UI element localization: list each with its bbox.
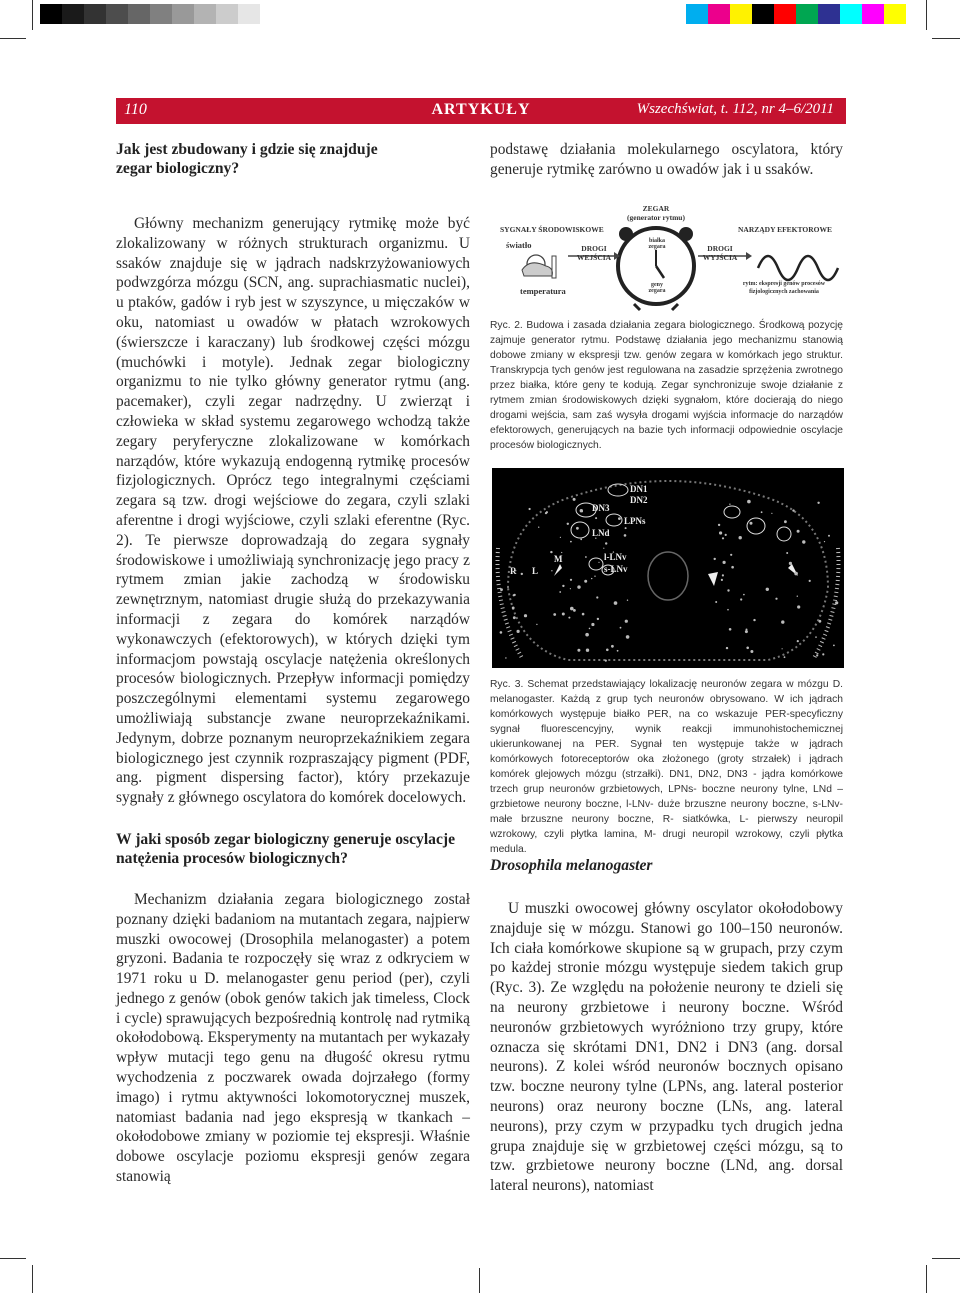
color-swatch [796, 4, 818, 24]
fluorescent-speck [789, 562, 792, 565]
fluorescent-speck [624, 534, 627, 537]
figure-2-clock-diagram [496, 198, 842, 312]
crop-mark [32, 0, 33, 30]
fluorescent-speck [585, 633, 589, 637]
color-swatch [686, 4, 708, 24]
fluorescent-speck [824, 541, 825, 542]
fluorescent-speck [570, 607, 574, 611]
fluorescent-speck [577, 585, 580, 588]
fluorescent-speck [822, 653, 824, 655]
fluorescent-speck [745, 630, 748, 633]
arrowhead-marker [554, 564, 562, 576]
fluorescent-speck [819, 620, 822, 623]
label-lnd: LNd [592, 528, 610, 538]
right-column-bottom [490, 856, 843, 1196]
fluorescent-speck [740, 598, 742, 600]
fig2-light-label: światło [506, 240, 532, 250]
paragraph-drosophila: U muszki owocowej główny oscylator okołodobowy znajduje się w mózgu. Stanowi go 100–150 neuronów. Ich ciała komórkowe skupione są w grupach, przy czym po każdej stronie mózgu występuje siedem takich grup (Ryc. 3). Ze względu na położenie neurony te dzieli się na neurony grzbietowe i neurony boczne. Wśród neuronów grzbietowych wyróżniono trzy grupy, które oznacza się skrótami DN1, DN2 i DN3 (ang. dorsal neurons). Z kolei wśród neuronów bocznych opisano tzw. boczne neurony tylne (LPNs, ang. lateral posterior neurons) oraz neurony boczne (LNs, ang. lateral neurons), przy czym w przypadku tych drugich jedna grupa znajduje się w grzbietowej części mózgu, są to tzw. grzbietowe neurony boczne (LNd, ang. dorsal lateral neurons), natomiast [490, 900, 843, 1195]
fluorescent-speck [781, 620, 784, 623]
fig2-output-label: DROGI WYJŚCIA [702, 244, 738, 262]
crop-mark [0, 1258, 26, 1259]
fluorescent-speck [589, 628, 591, 630]
color-swatch [62, 4, 84, 24]
fluorescent-speck [723, 561, 726, 564]
fluorescent-speck [715, 601, 717, 603]
fluorescent-speck [576, 527, 579, 530]
figure-3-caption: Ryc. 3. Schemat przedstawiający lokalizację neuronów zegara w mózgu D. melanogaster. Każdą z grup tych neuronów obrysowano. W ich jądrach komórkowych występuje białko PER, na co wskazuje PER-specyficzny sygnał fluorescencyjny, wynik reakcji immunohistochemicznej ukierunkowanej na PER. Sygnał ten występuje także w jądrach komórkowych fotoreceptorów oka złożonego (groty strzałek) i jądrach komórek glejowych mózgu (strzałki). DN1, DN2, DN3 - jądra komórkowe trzech grup neuronów grzbietowych, LPNs- boczne neurony tylne, LNd – grzbietowe neurony boczne, l-LNv- duże brzuszne neurony boczne, s-LNv- małe brzuszne neurony boczne, R- siatkówka, L- pierwszy neuropil wzrokowy, czyli płytka lamina, M- drugi neuropil wzrokowy, czyli płytka medula. [490, 679, 843, 855]
fluorescent-speck [797, 640, 799, 642]
color-swatch [128, 4, 150, 24]
journal-issue: Wszechświat, t. 112, nr 4–6/2011 [636, 101, 834, 117]
fluorescent-speck [559, 591, 561, 593]
fluorescent-speck [722, 574, 724, 576]
fluorescent-speck [536, 624, 537, 625]
lnv-right-circle [777, 527, 791, 541]
page-number: 110 [124, 101, 147, 118]
fluorescent-speck [606, 649, 609, 652]
lpns-circle [606, 514, 622, 526]
fluorescent-speck [802, 540, 805, 543]
fluorescent-speck [618, 517, 621, 520]
fluorescent-speck [577, 649, 580, 652]
fluorescent-speck [725, 534, 727, 536]
fig2-signals-label: SYGNAŁY ŚRODOWISKOWE [500, 225, 604, 234]
fig2-title: ZEGAR [642, 204, 670, 213]
section-heading-1: Jak jest zbudowany i gdzie się znajduje zegar biologiczny? [116, 141, 378, 177]
printer-grayscale-bar [40, 4, 260, 24]
fluorescent-speck [521, 573, 523, 575]
fluorescent-speck [815, 636, 817, 638]
fluorescent-speck [784, 656, 786, 658]
fig2-proteins-label: białka zegara [648, 238, 666, 250]
fluorescent-speck [568, 617, 570, 619]
fluorescent-speck [828, 535, 830, 537]
crop-mark [932, 1258, 960, 1259]
fluorescent-speck [591, 578, 592, 579]
figure-3-brain-micrograph [492, 468, 844, 668]
crop-mark [926, 0, 927, 30]
fluorescent-speck [524, 614, 527, 617]
fig2-subtitle: (generator rytmu) [627, 213, 685, 222]
fluorescent-speck [747, 500, 751, 504]
color-swatch [84, 4, 106, 24]
color-swatch [862, 4, 884, 24]
fluorescent-speck [816, 654, 818, 656]
fluorescent-speck [771, 513, 772, 514]
brain-fluorescence-image [492, 468, 844, 668]
running-header [116, 98, 846, 124]
fluorescent-speck [727, 589, 729, 591]
fluorescent-speck [596, 596, 598, 598]
fluorescent-speck [605, 542, 607, 544]
clock-foot [634, 304, 640, 310]
output-arrow-head [746, 252, 752, 260]
fluorescent-speck [794, 572, 798, 576]
label-llnv: l-LNv [604, 552, 627, 562]
clock-hand [656, 266, 664, 278]
fluorescent-speck [835, 601, 838, 604]
fluorescent-speck [797, 596, 798, 597]
clock-bell-right [679, 227, 693, 241]
fluorescent-speck [513, 616, 516, 619]
fluorescent-speck [538, 527, 539, 528]
dn-right-circle [724, 506, 740, 518]
label-dn3: DN3 [592, 503, 610, 513]
fluorescent-speck [570, 541, 572, 543]
crop-mark [0, 38, 26, 39]
color-swatch [216, 4, 238, 24]
label-medulla: M [554, 554, 563, 564]
label-slnv: s-LNv [604, 564, 628, 574]
color-swatch [708, 4, 730, 24]
fluorescent-speck [562, 585, 564, 587]
fluorescent-speck [753, 619, 755, 621]
color-swatch [172, 4, 194, 24]
fluorescent-speck [591, 623, 594, 626]
fig2-input-label: DROGI WEJŚCIA [576, 244, 612, 262]
fluorescent-speck [513, 594, 515, 596]
fluorescent-speck [562, 613, 565, 616]
fluorescent-speck [722, 537, 724, 539]
fluorescent-speck [505, 657, 506, 658]
label-lamina: L [532, 566, 539, 576]
color-swatch [752, 4, 774, 24]
right-column-top [490, 140, 843, 180]
left-column [116, 140, 470, 1187]
fluorescent-speck [529, 508, 531, 510]
color-swatch [774, 4, 796, 24]
clock-foot [672, 304, 678, 310]
rhythm-wave [758, 256, 838, 280]
arrow-marker [708, 572, 718, 586]
color-swatch [884, 4, 906, 24]
fluorescent-speck [611, 645, 614, 648]
lnd-circle [571, 522, 589, 538]
fluorescent-speck [626, 635, 630, 639]
paragraph-2: Mechanizm działania zegara biologicznego został poznany dzięki badaniom na mutantach zegara, najpierw muszki owocowej (Drosophila melanogaster) a potem gryzoni. Badania te rozpoczęły się wraz z odkryciem w 1971 roku u D. melanogaster genu period (per), czyli jednego z genów (obok genów takich jak timeless, Clock i cycle) sprawujących bezpośrednią kontrolę nad rytmiką okołodobową. Eksperymenty na mutantach per wykazały wpływ mutacji tego genu na długość okresu rytmu wychodzenia z poczwarek owada dojrzałego (formy imago) i rytmu aktywności lokomotorycznej muszek, natomiast badania nad jego ekspresją w tkankach – okołodobowe zmiany w poziomie tej ekspresji. Właśnie dobowe oscylacje poziomu ekspresji genów zegara stanowią [116, 890, 470, 1186]
section-title: ARTYKUŁY [431, 101, 531, 118]
fluorescent-speck [584, 580, 587, 583]
color-swatch [840, 4, 862, 24]
fluorescent-speck [545, 512, 547, 514]
lnd-right-circle [747, 518, 765, 534]
clock-bell-left [619, 227, 633, 241]
dn1-circle [608, 484, 628, 496]
cloud-icon [522, 263, 552, 276]
color-swatch [818, 4, 840, 24]
label-dn1: DN1 [630, 484, 648, 494]
color-swatch [106, 4, 128, 24]
fluorescent-speck [727, 609, 729, 611]
esophagus-opening [648, 552, 688, 600]
fluorescent-speck [775, 598, 777, 600]
fluorescent-speck [761, 511, 763, 513]
fluorescent-speck [573, 609, 576, 612]
fluorescent-speck [597, 618, 599, 620]
fluorescent-speck [570, 588, 571, 589]
fluorescent-speck [580, 539, 582, 541]
fluorescent-speck [721, 579, 723, 581]
fluorescent-speck [603, 548, 604, 549]
fluorescent-speck [581, 511, 583, 513]
fluorescent-speck [551, 570, 552, 571]
fluorescent-speck [561, 552, 562, 553]
fig2-effectors-label: NARZĄDY EFEKTOROWE [738, 225, 832, 234]
label-retina: R [510, 566, 517, 576]
printer-color-bar [686, 4, 906, 24]
fluorescent-speck [726, 647, 728, 649]
fluorescent-speck [620, 627, 622, 629]
fluorescent-speck [617, 650, 619, 652]
fluorescent-speck [719, 531, 722, 534]
fluorescent-speck [797, 605, 800, 608]
fluorescent-speck [718, 524, 720, 526]
fluorescent-speck [729, 504, 730, 505]
fig2-rhythm-label: rytm: ekspresji genów procesów fizjologicznych zachowania [742, 281, 826, 295]
color-swatch [194, 4, 216, 24]
fluorescent-speck [792, 509, 794, 511]
fluorescent-speck [605, 660, 607, 662]
fluorescent-speck [750, 650, 753, 653]
fluorescent-speck [500, 588, 503, 591]
crop-mark [32, 1265, 33, 1293]
fluorescent-speck [797, 530, 800, 533]
fluorescent-speck [582, 613, 585, 616]
paragraph-1: Główny mechanizm generujący rytmikę może być zlokalizowany w różnych strukturach organizmu. U ssaków znajduje się w jądrach nadskrzyżowaniowych podwzgórza mózgu (SCN, ang. suprachiasmatic nuclei), u ptaków, gadów i ryb jest w szyszynce, u mięczaków w oku, natomiast u owadów w płatach wzrokowych (świerszcze i karaczany) lub środkowej części mózgu (muchówki i motyle). Jednak zegar biologiczny organizmu to nie tylko główny generator rytmu (ang. pacemaker), czyli zegar nadrzędny. U zwierząt i człowieka w skład systemu zegarowego wchodzą także zegary peryferyczne zlokalizowane w komórkach narządów, które wykazują endogenną rytmikę procesów fizjologicznych. Oprócz tego integralnymi częściami zegara są tzw. drogi wejściowe do zegara, czyli szlaki aferentne i drogi wyjściowe, czyli szlaki eferentne (Ryc. 2). Te pierwsze doprowadzają do zegara sygnały środowiskowe i umożliwiają synchronizację jego pracy z rytmem zmian jakie zachodzą w środowisku zewnętrznym, natomiast drugie służą do przekazywania informacji z zegara do komórek narządów wykonawczych (efektorowych), w których dzięki tym informacjom powstają oscylacje natężenia określonych procesów biologicznych. Przepływ informacji pomiędzy poszczególnymi elementami systemu zegarowego umożliwiają substancje zwane neuroprzekaźnikami. Jedynym, dobrze poznanym neuroprzekaźnikiem zegara biologicznego jest czynnik rozpraszający pigment (PDF, ang. pigment dispersing factor), który przekazuje sygnały z głównego oscylatora do komórek docelowych. [116, 215, 470, 807]
fluorescent-speck [567, 523, 569, 525]
color-swatch [730, 4, 752, 24]
section-heading-2: W jaki sposób zegar biologiczny generuje oscylacje natężenia procesów biologicznych? [116, 830, 455, 867]
fluorescent-speck [553, 613, 556, 616]
retina-left [498, 548, 523, 658]
fluorescent-speck [517, 630, 520, 633]
fluorescent-speck [782, 648, 783, 649]
fluorescent-speck [586, 649, 589, 652]
label-lpns: LPNs [624, 516, 646, 526]
fluorescent-speck [595, 517, 597, 519]
fluorescent-speck [714, 558, 716, 560]
fluorescent-speck [500, 631, 503, 634]
label-dn2: DN2 [630, 495, 648, 505]
retina-right [814, 548, 839, 658]
fluorescent-speck [731, 566, 734, 569]
fluorescent-speck [625, 527, 627, 529]
figure-2-caption: Ryc. 2. Budowa i zasada działania zegara biologicznego. Środkową pozycję zajmuje generator rytmu. Podstawę działania jego mechanizmu stanowią dobowe zmiany w ekspresji tzw. genów zegara w komórkach jego struktur. Transkrypcja tych genów jest regulowana na zasadzie sprzężenia zwrotnego przez białka, które geny te kodują. Zegar synchronizuje swoje działanie z rytmem zmian środowiskowych dzięki sygnałom, które docierają do niego drogami wejścia, sam zaś wysyła drogami wyjścia informacje do narządów efektorowych, generujących na bazie tych informacji odpowiednie oscylacje procesów biologicznych. [490, 320, 843, 451]
fluorescent-speck [570, 579, 572, 581]
fluorescent-speck [585, 556, 587, 558]
fluorescent-speck [746, 647, 749, 650]
fluorescent-speck [833, 645, 835, 647]
color-swatch [150, 4, 172, 24]
section-heading-drosophila: Drosophila melanogaster [490, 857, 653, 874]
fluorescent-speck [730, 554, 732, 556]
llnv-circle [589, 558, 603, 570]
fig2-temperature-label: temperatura [520, 286, 566, 296]
fluorescent-speck [573, 498, 576, 501]
fluorescent-speck [786, 552, 788, 554]
fluorescent-speck [809, 580, 811, 582]
fluorescent-speck [550, 551, 552, 553]
fluorescent-speck [627, 600, 628, 601]
fluorescent-speck [750, 522, 753, 525]
fluorescent-speck [739, 536, 742, 539]
color-swatch [238, 4, 260, 24]
fluorescent-speck [614, 601, 618, 605]
fluorescent-speck [743, 594, 745, 596]
paragraph-continued: podstawę działania molekularnego oscylatora, który generuje rytmikę zarówno u owadów jak i u ssaków. [490, 141, 843, 178]
crop-mark [479, 1268, 480, 1293]
fluorescent-speck [784, 520, 787, 523]
fluorescent-speck [512, 607, 515, 610]
fluorescent-speck [598, 562, 599, 563]
fluorescent-speck [560, 537, 561, 538]
fluorescent-speck [729, 628, 732, 631]
fluorescent-speck [625, 620, 628, 623]
fluorescent-speck [766, 588, 769, 591]
fig2-genes-label: geny zegara [648, 282, 666, 294]
crop-mark [932, 38, 960, 39]
fluorescent-speck [817, 502, 819, 504]
color-swatch [40, 4, 62, 24]
crop-mark [926, 1265, 927, 1293]
brain-outline [508, 481, 828, 660]
fluorescent-speck [594, 576, 595, 577]
